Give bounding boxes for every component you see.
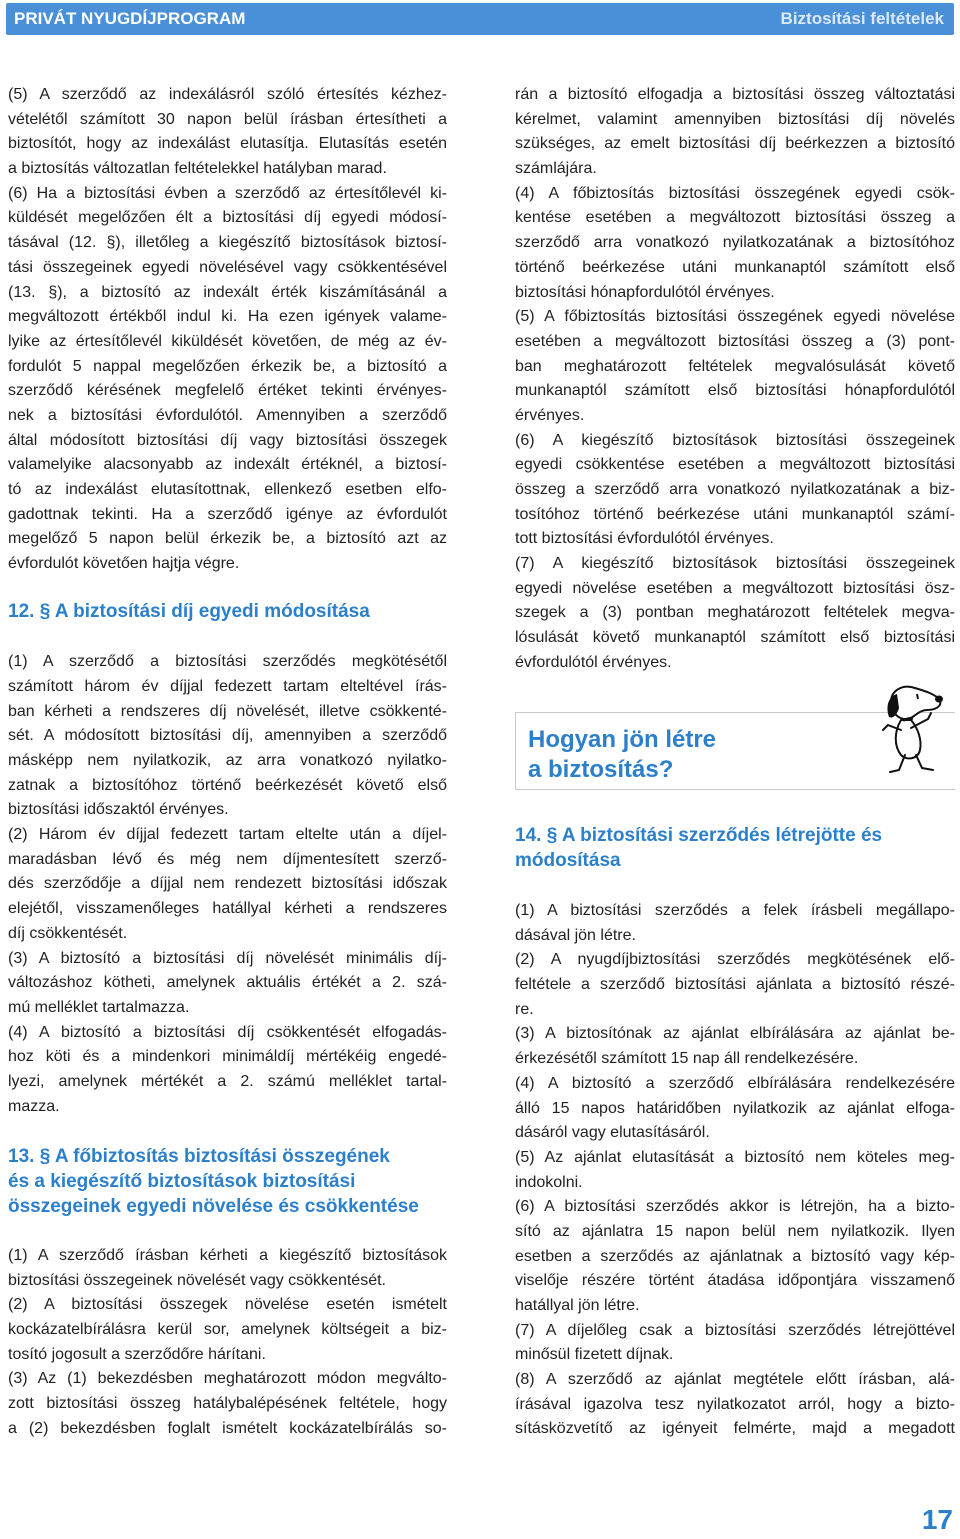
paragraph <box>8 1293 447 1367</box>
text-line: díj csökkentését. <box>8 924 128 942</box>
text-line: álló 15 napos határidőben nyilatkozik az ajánlat elfoga- <box>515 1099 955 1117</box>
text-line: kentése esetében a megváltozott biztosítási összeg a <box>515 209 955 227</box>
text-line: változáshoz kötheti, amelynek aktuális értékét a 2. szá- <box>8 974 447 992</box>
text-line: (3) Az (1) bekezdésben meghatározott módon megválto- <box>8 1370 447 1388</box>
text-line: (5) Az ajánlat elutasítását a biztosító nem köteles meg- <box>515 1148 955 1166</box>
text-line: valamelyike alacsonyabb az indexált értéknél, a biztosí- <box>8 456 447 474</box>
paragraph <box>515 1368 955 1442</box>
heading-line: módosítása <box>515 850 621 871</box>
text-line: szükséges, az emelt biztosítási díj beérkezzen a biztosító <box>515 135 955 153</box>
text-line: (6) Ha a biztosítási évben a szerződő az értesítőlevél ki- <box>8 184 447 202</box>
text-line: kockázatelbírálásra kerül sor, amelynek költségeit a biz- <box>8 1320 447 1338</box>
paragraph <box>8 947 447 1021</box>
paragraph <box>515 1319 955 1368</box>
text-line: megváltozott értékből indul ki. Ha ezen igények valame- <box>8 308 447 326</box>
page-header-bar <box>6 3 954 35</box>
paragraph <box>515 182 955 305</box>
text-line: (6) A kiegészítő biztosítások biztosítási összegeinek <box>515 431 955 449</box>
text-line: biztosítót, hogy az indexálást elutasítja. Elutasítás esetén <box>8 135 447 153</box>
text-line: mú melléklet tartalmazza. <box>8 998 190 1016</box>
text-line: a biztosítás változatlan feltételekkel hatályban marad. <box>8 160 387 178</box>
text-line: fordulót 5 nappal megelőzően érkezik be, a biztosító a <box>8 357 447 375</box>
text-line: küldését megelőzően élt a biztosítási díj egyedi módosí- <box>8 209 447 227</box>
section-12-body <box>8 650 447 1119</box>
text-line: gadottnak tekinti. Ha a szerződő igénye az évfordulót <box>8 505 447 523</box>
document-title: Biztosítási feltételek <box>780 9 944 28</box>
heading-line: összegeinek egyedi növelése és csökkentése <box>8 1195 419 1217</box>
text-line: tott biztosítási évfordulótól érvényes. <box>515 530 774 548</box>
text-line: (3) A biztosító a biztosítási díj növelését minimális díj- <box>8 949 447 967</box>
text-line: tási összegeinek egyedi növelésével vagy csökkentésével <box>8 258 447 276</box>
text-line: (3) A biztosítónak az ajánlat elbírálására az ajánlat be- <box>515 1025 955 1043</box>
text-line: összeg a szerződő arra vonatkozó nyilatkozatának a biz- <box>515 481 955 498</box>
text-line: biztosítási összegeinek növelését vagy csökkentését. <box>8 1271 386 1289</box>
text-line: lyike az értesítőlevél kiküldését követően, de még az év- <box>8 332 447 350</box>
paragraph <box>515 1195 955 1318</box>
text-line: szerződő arra vonatkozó nyilatkozatának a biztosítóhoz <box>515 234 955 252</box>
text-line: lyezi, amelynek mértékét a 2. számú melléklet tartal- <box>8 1072 447 1090</box>
indexation-paragraphs <box>8 83 447 577</box>
program-title: PRIVÁT NYUGDÍJPROGRAM <box>14 9 246 28</box>
text-line: hoz köti és a mindenkori minimáldíj mértékéig engedé- <box>8 1048 447 1066</box>
paragraph <box>515 1022 955 1071</box>
paragraph <box>515 305 955 428</box>
text-line: biztosítási hónapfordulótól érvényes. <box>515 283 775 301</box>
text-line: (2) A nyugdíjbiztosítási szerződés megkötésének elő- <box>515 951 955 969</box>
paragraph <box>8 1021 447 1120</box>
text-line: kérelmet, valamint amennyiben biztosítási díj növelés <box>515 110 955 128</box>
text-line: mazza. <box>8 1097 60 1115</box>
section-13-body <box>8 1244 447 1442</box>
paragraph <box>8 823 447 946</box>
text-line: tosító jogosult a szerződőre hárítani. <box>8 1345 266 1363</box>
text-line: (4) A biztosító a szerződő elbírálására rendelkezésére <box>515 1074 955 1092</box>
paragraph <box>8 1367 447 1441</box>
section-13-heading <box>8 1144 447 1219</box>
info-callout-box <box>515 712 955 790</box>
paragraph <box>515 1072 955 1146</box>
left-column <box>8 83 447 1441</box>
paragraph <box>8 650 447 823</box>
text-line: évfordulót követően hajtja végre. <box>8 555 240 573</box>
text-line: számított három év díjjal fedezett tartam elteltével írás- <box>8 677 447 695</box>
text-line: dés szerződője a díjjal nem rendezett biztosítási időszak <box>8 875 447 893</box>
text-line: (1) A szerződő írásban kérheti a kiegészítő biztosítások <box>8 1246 447 1264</box>
paragraph <box>515 948 955 1022</box>
text-line: indokolni. <box>515 1173 583 1191</box>
callout-title-line-2: a biztosítás? <box>528 755 674 783</box>
text-line: biztosítási időszaktól érvényes. <box>8 801 229 819</box>
text-line: (8) A szerződő az ajánlat megtétele előtt írásban, alá- <box>515 1371 955 1389</box>
paragraph <box>8 1244 447 1293</box>
text-line: esetben a szerződés az ajánlatnak a biztosító vagy kép- <box>515 1247 955 1265</box>
text-line: (7) A kiegészítő biztosítások biztosítási összegeinek <box>515 555 955 573</box>
section-12-heading <box>8 599 447 624</box>
text-line: egyedi csökkentése esetében a megváltozott biztosítási <box>515 456 955 474</box>
text-line: (6) A biztosítási szerződés akkor is létrejön, ha a bizto- <box>515 1198 955 1216</box>
text-line: rán a biztosító elfogadja a biztosítási összeg változtatási <box>515 86 955 103</box>
page-number: 17 <box>921 1504 953 1535</box>
text-line: szerződő kérésének megfelelő értéket tekinti érvényes- <box>8 382 447 400</box>
text-line: re. <box>515 1000 534 1018</box>
text-line: ban kérheti a rendszeres díj növelését, illetve csökkenté- <box>8 702 447 720</box>
text-line: (5) A főbiztosítás biztosítási összegének egyedi növelése <box>515 308 955 326</box>
text-line: esetében a megváltozott biztosítási összeg a (3) pont- <box>515 332 955 350</box>
text-line: (1) A szerződő a biztosítási szerződés megkötésétől <box>8 653 447 671</box>
text-line: hatállyal jön létre. <box>515 1297 640 1314</box>
snoopy-illustration <box>861 680 951 780</box>
text-line: másképp nem nyilatkozik, az arra vonatkozó nyilatko- <box>8 752 447 769</box>
text-line: (4) A főbiztosítás biztosítási összegének egyedi csök- <box>515 184 955 202</box>
paragraph <box>515 429 955 552</box>
heading-line: 14. § A biztosítási szerződés létrejötte és <box>515 825 883 846</box>
heading-line: 13. § A főbiztosítás biztosítási összegének <box>8 1145 390 1167</box>
paragraph <box>8 182 447 577</box>
text-line: érkezésétől számított 15 nap áll rendelkezésére. <box>515 1050 859 1068</box>
paragraph <box>515 83 955 182</box>
text-line: elejétől, visszamenőleges hatállyal kérheti a rendszeres <box>8 900 447 918</box>
text-line: történő beérkezése utáni munkanaptól számított első <box>515 258 955 276</box>
text-line: sító az ajánlatra 15 napon belül nem nyilatkozik. Ilyen <box>515 1222 955 1240</box>
text-line: tásával (12. §), illetőleg a kiegészítő biztosítások biztosí- <box>8 234 447 252</box>
text-line: írásával igazolva tesz nyilatkozatot arról, hogy a bizto- <box>515 1395 955 1413</box>
text-line: (7) A díjelőleg csak a biztosítási szerződés létrejöttével <box>515 1321 955 1339</box>
text-line: (2) Három év díjjal fedezett tartam eltelte után a díjel- <box>8 826 447 844</box>
text-line: által módosított biztosítási díj vagy biztosítási összegek <box>8 431 447 449</box>
section-13-body-continued <box>515 83 955 676</box>
text-line: megelőző 5 napon belül érkezik be, a biztosító azt az <box>8 530 447 548</box>
text-line: érvényes. <box>515 406 585 424</box>
text-line: zatnak a biztosítóhoz történő beérkezését követő első <box>8 776 447 794</box>
heading-line: 12. § A biztosítási díj egyedi módosítása <box>8 601 370 623</box>
text-line: dásáról vagy elutasításáról. <box>515 1124 710 1142</box>
paragraph <box>8 83 447 182</box>
text-line: (5) A szerződő az indexálásról szóló értesítés kézhez- <box>8 86 447 103</box>
text-line: maradásban lévő és még nem díjmentesített szerző- <box>8 850 447 868</box>
text-line: számlájára. <box>515 160 597 178</box>
text-line: ban meghatározott feltételek megvalósulását követő <box>515 357 955 375</box>
text-line: (13. §), a biztosító az indexált érték kiszámításánál a <box>8 283 447 301</box>
text-line: viselője részére történt átadása időpontjára visszamenő <box>515 1272 955 1290</box>
text-line: zott biztosítási összeg hatálybalépésének feltétele, hogy <box>8 1394 447 1412</box>
callout-title-line-1: Hogyan jön létre <box>528 725 717 753</box>
right-column <box>515 83 955 1442</box>
text-line: (4) A biztosító a biztosítási díj csökkentését elfogadás- <box>8 1023 447 1041</box>
paragraph <box>515 899 955 948</box>
text-line: nek a biztosítási évfordulótól. Amennyiben a szerződő <box>8 406 447 424</box>
text-line: minősül fizetett díjnak. <box>515 1346 674 1364</box>
text-line: sét. A módosított biztosítási díj, amennyiben a szerződő <box>8 727 447 745</box>
text-line: sításközvetítő az igényeit felmérte, majd a megadott <box>515 1420 955 1438</box>
heading-line: és a kiegészítő biztosítások biztosítási <box>8 1170 356 1192</box>
text-line: évfordulótól érvényes. <box>515 653 672 671</box>
text-line: munkanaptól számított első biztosítási hónapfordulótól <box>515 382 955 400</box>
text-line: tosítóhoz történő beérkezése utáni munkanaptól számí- <box>515 505 955 523</box>
paragraph <box>515 552 955 675</box>
text-line: lósulását követő munkanaptól számított első biztosítási <box>515 629 955 647</box>
text-line: (1) A biztosítási szerződés a felek írásbeli megállapo- <box>515 902 955 919</box>
text-line: tó az indexálást elutasítottnak, ellenkező esetben elfo- <box>8 481 447 498</box>
paragraph <box>515 1146 955 1195</box>
text-line: (2) A biztosítási összegek növelése esetén ismételt <box>8 1296 447 1314</box>
section-14-heading <box>515 823 955 873</box>
text-line: egyedi növelése esetében a megváltozott biztosítási ösz- <box>515 579 955 597</box>
section-14-body <box>515 899 955 1442</box>
text-line: vételétől számított 30 napon belül írásban értesítheti a <box>8 110 447 128</box>
text-line: dásával jön létre. <box>515 926 636 944</box>
text-line: szegek a (3) pontban meghatározott feltételek megva- <box>515 604 955 622</box>
text-line: a (2) bekezdésben foglalt ismételt kockázatelbírálás so- <box>8 1419 447 1437</box>
text-line: feltétele a szerződő biztosítási ajánlata a biztosító részé- <box>515 976 955 994</box>
